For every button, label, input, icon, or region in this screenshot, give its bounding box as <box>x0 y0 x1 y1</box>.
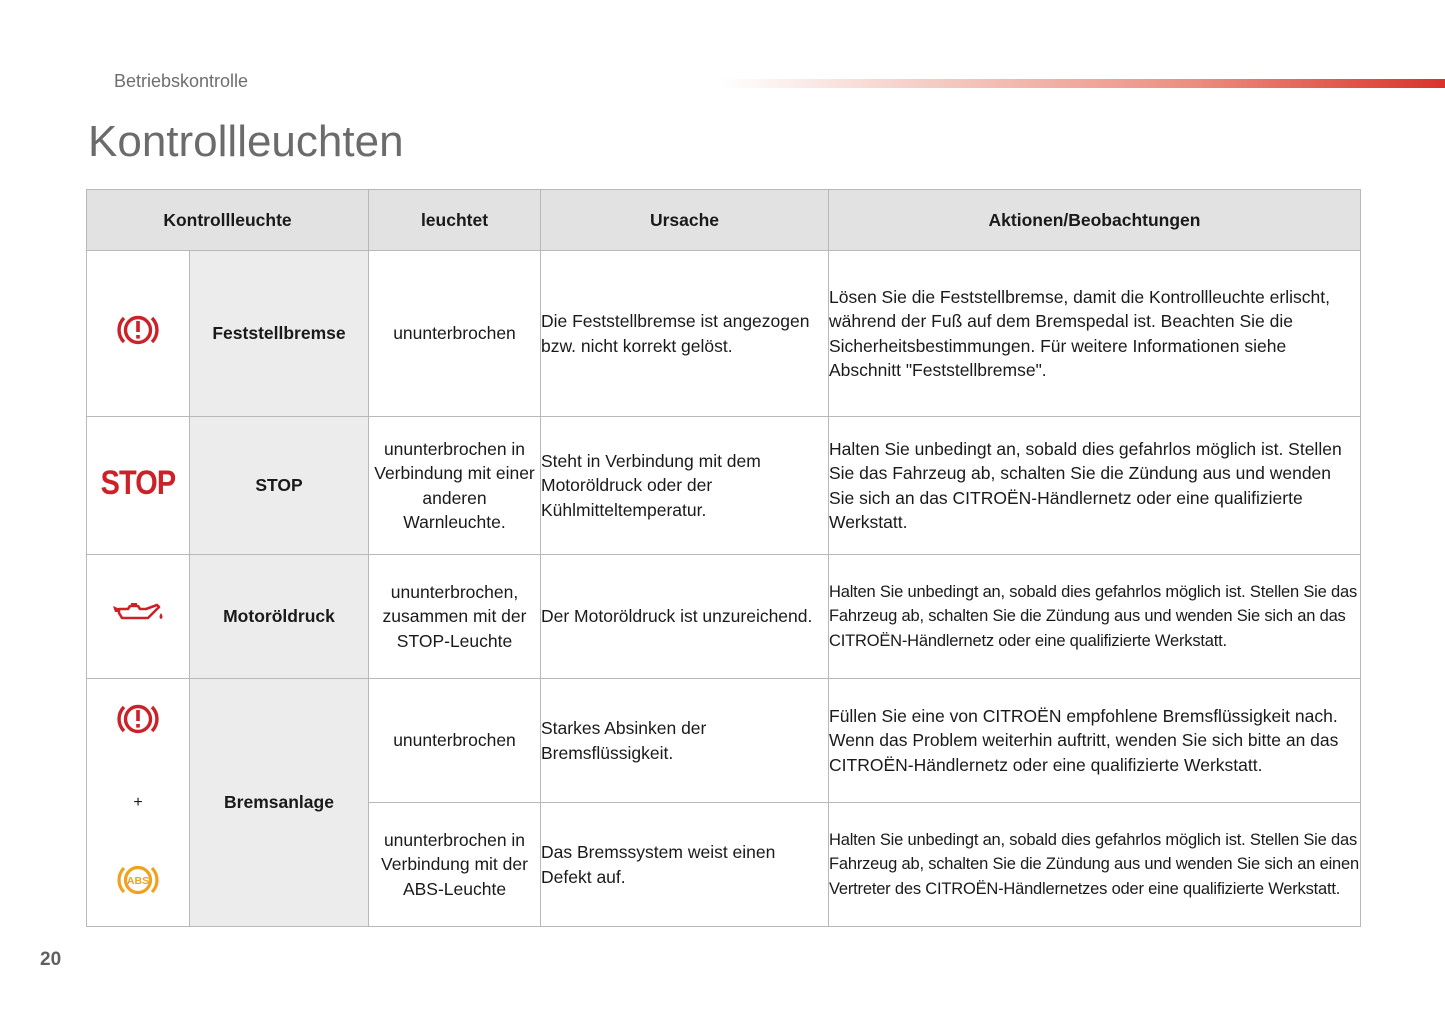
lit-text: ununterbrochen <box>369 251 541 417</box>
brake-warning-icon <box>113 310 163 350</box>
lit-text: ununterbrochen in Verbindung mit einer anderen Warnleuchte. <box>369 417 541 555</box>
stop-icon: STOP <box>100 463 176 502</box>
warning-lights-table <box>86 189 1361 927</box>
action-text: Lösen Sie die Feststellbremse, damit die Kontrollleuchte erlischt, während der Fuß auf dem Bremspedal ist. Beachten Sie die Sicherheitsbestimmungen. Für weitere Informationen siehe Abschnitt "Feststellbremse". <box>829 251 1361 417</box>
column-header-action: Aktionen/Beobachtungen <box>829 190 1361 251</box>
cause-text: Starkes Absinken der Bremsflüssigkeit. <box>541 679 829 803</box>
action-text: Füllen Sie eine von CITROËN empfohlene Bremsflüssigkeit nach. Wenn das Problem weiterhin auftritt, wenden Sie sich bitte an das CITROËN-Händlernetz oder eine qualifizierte Werkstatt. <box>829 679 1361 803</box>
action-text: Halten Sie unbedingt an, sobald dies gefahrlos möglich ist. Stellen Sie das Fahrzeug ab, schalten Sie die Zündung aus und wenden Sie sich an das CITROËN-Händlernetz oder eine qualifizierte Werkstatt. <box>829 555 1361 679</box>
table-row <box>87 555 1361 679</box>
table-row <box>87 679 1361 803</box>
abs-icon-label: ABS <box>126 874 150 887</box>
light-name: Motoröldruck <box>190 555 369 679</box>
header-accent-bar <box>720 79 1445 88</box>
icon-cell <box>87 417 190 555</box>
light-name: Feststellbremse <box>190 251 369 417</box>
page-number: 20 <box>40 949 62 970</box>
oil-can-icon <box>110 600 166 626</box>
cause-text: Steht in Verbindung mit dem Motoröldruck oder der Kühlmitteltemperatur. <box>541 417 829 555</box>
lit-text: ununterbrochen in Verbindung mit der ABS-Leuchte <box>369 803 541 927</box>
cause-text: Der Motoröldruck ist unzureichend. <box>541 555 829 679</box>
column-header-light: Kontrollleuchte <box>87 190 369 251</box>
column-header-cause: Ursache <box>541 190 829 251</box>
table-row <box>87 417 1361 555</box>
table-header-row <box>87 190 1361 251</box>
brake-warning-icon <box>113 699 163 739</box>
icon-cell <box>87 555 190 679</box>
abs-icon <box>113 860 163 900</box>
lit-text: ununterbrochen <box>369 679 541 803</box>
section-label: Betriebskontrolle <box>114 71 249 91</box>
icon-cell <box>87 679 190 927</box>
cause-text: Das Bremssystem weist einen Defekt auf. <box>541 803 829 927</box>
icon-cell <box>87 251 190 417</box>
action-text: Halten Sie unbedingt an, sobald dies gefahrlos möglich ist. Stellen Sie das Fahrzeug ab, schalten Sie die Zündung aus und wenden Sie sich an einen Vertreter des CITROËN-Händlernetzes oder eine qualifizierte Werkstatt. <box>829 803 1361 927</box>
plus-sign: + <box>133 794 143 812</box>
light-name: STOP <box>190 417 369 555</box>
cause-text: Die Feststellbremse ist angezogen bzw. nicht korrekt gelöst. <box>541 251 829 417</box>
table-row <box>87 251 1361 417</box>
lit-text: ununterbrochen, zusammen mit der STOP-Leuchte <box>369 555 541 679</box>
page-title: Kontrollleuchten <box>88 117 404 166</box>
column-header-lit: leuchtet <box>369 190 541 251</box>
action-text: Halten Sie unbedingt an, sobald dies gefahrlos möglich ist. Stellen Sie das Fahrzeug ab, schalten Sie die Zündung aus und wenden Sie sich an das CITROËN-Händlernetz oder eine qualifizierte Werkstatt. <box>829 417 1361 555</box>
light-name: Bremsanlage <box>190 679 369 927</box>
